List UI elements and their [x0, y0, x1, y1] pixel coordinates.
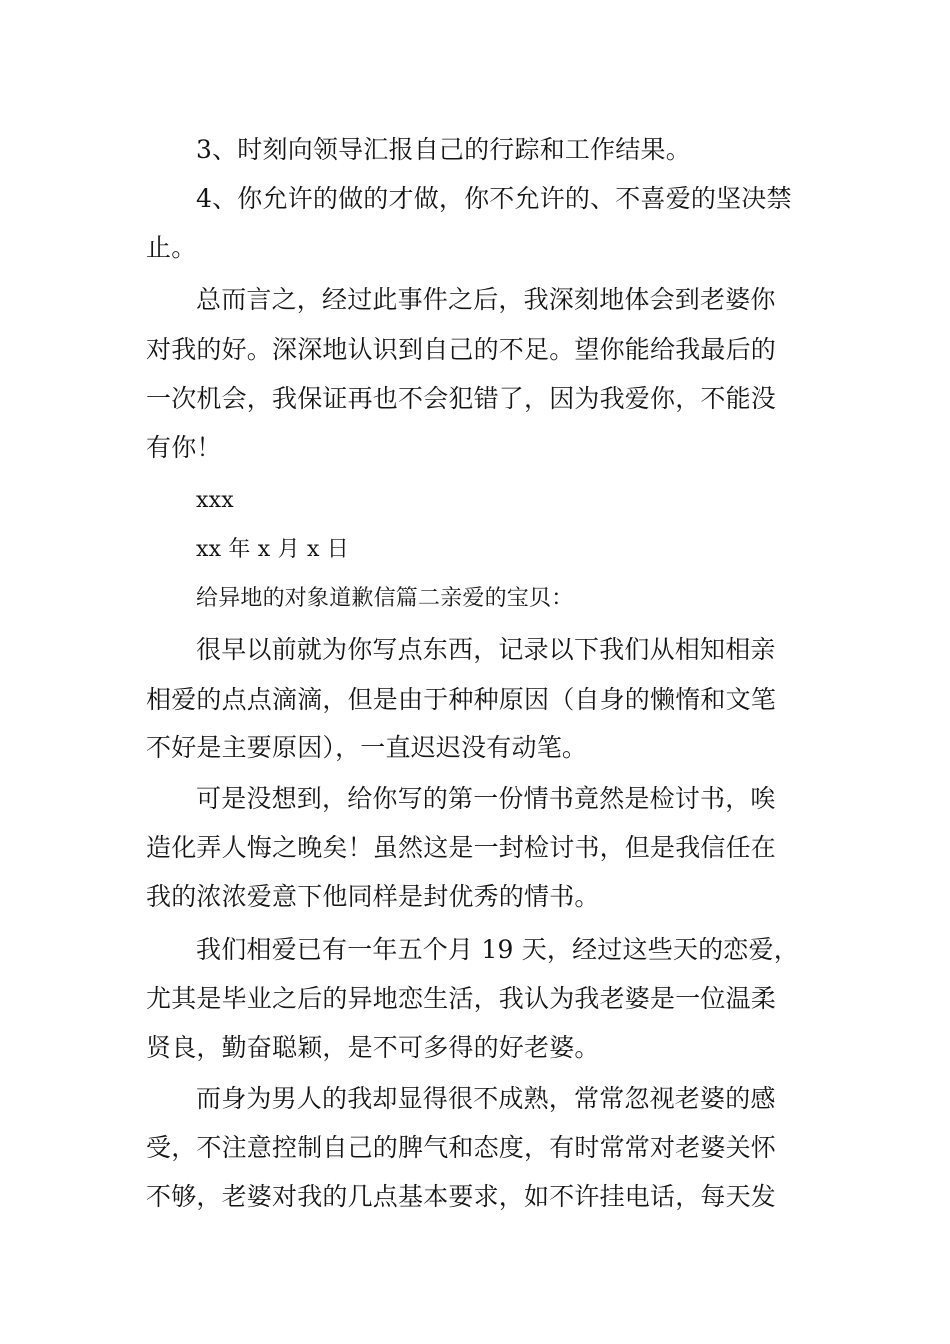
- paragraph-line: 有你！: [146, 433, 222, 462]
- paragraph-line: 受，不注意控制自己的脾气和态度，有时常常对老婆关怀: [146, 1133, 777, 1162]
- signature-date: xx 年 x 月 x 日: [196, 537, 349, 562]
- list-item-4: 4、你允许的做的才做，你不允许的、不喜爱的坚决禁: [196, 184, 792, 213]
- paragraph-line: 我们相爱已有一年五个月 19 天，经过这些天的恋爱，: [196, 935, 799, 964]
- paragraph-line: 不够，老婆对我的几点基本要求，如不许挂电话，每天发: [146, 1182, 777, 1211]
- letter-heading: 给异地的对象道歉信篇二亲爱的宝贝：: [196, 586, 574, 611]
- paragraph-line: 可是没想到，给你写的第一份情书竟然是检讨书，唉: [196, 784, 776, 813]
- list-item-4-continued: 止。: [146, 233, 197, 262]
- paragraph-line: 很早以前就为你写点东西，记录以下我们从相知相亲: [196, 635, 776, 664]
- paragraph-line: 相爱的点点滴滴，但是由于种种原因（自身的懒惰和文笔: [146, 685, 777, 714]
- paragraph-line: 而身为男人的我却显得很不成熟，常常忽视老婆的感: [196, 1084, 776, 1113]
- signature-name: xxx: [196, 488, 234, 513]
- paragraph-line: 对我的好。深深地认识到自己的不足。望你能给我最后的: [146, 335, 777, 364]
- paragraph-line: 不好是主要原因），一直迟迟没有动笔。: [146, 733, 588, 762]
- paragraph-line: 我的浓浓爱意下他同样是封优秀的情书。: [146, 882, 600, 911]
- list-item-3: 3、时刻向领导汇报自己的行踪和工作结果。: [196, 135, 691, 164]
- paragraph-line: 贤良，勤奋聪颖，是不可多得的好老婆。: [146, 1033, 600, 1062]
- paragraph-line: 造化弄人悔之晚矣！虽然这是一封检讨书，但是我信任在: [146, 833, 777, 862]
- paragraph-line: 尤其是毕业之后的异地恋生活，我认为我老婆是一位温柔: [146, 984, 777, 1013]
- paragraph-line: 总而言之，经过此事件之后，我深刻地体会到老婆你: [196, 285, 776, 314]
- paragraph-line: 一次机会，我保证再也不会犯错了，因为我爱你，不能没: [146, 384, 777, 413]
